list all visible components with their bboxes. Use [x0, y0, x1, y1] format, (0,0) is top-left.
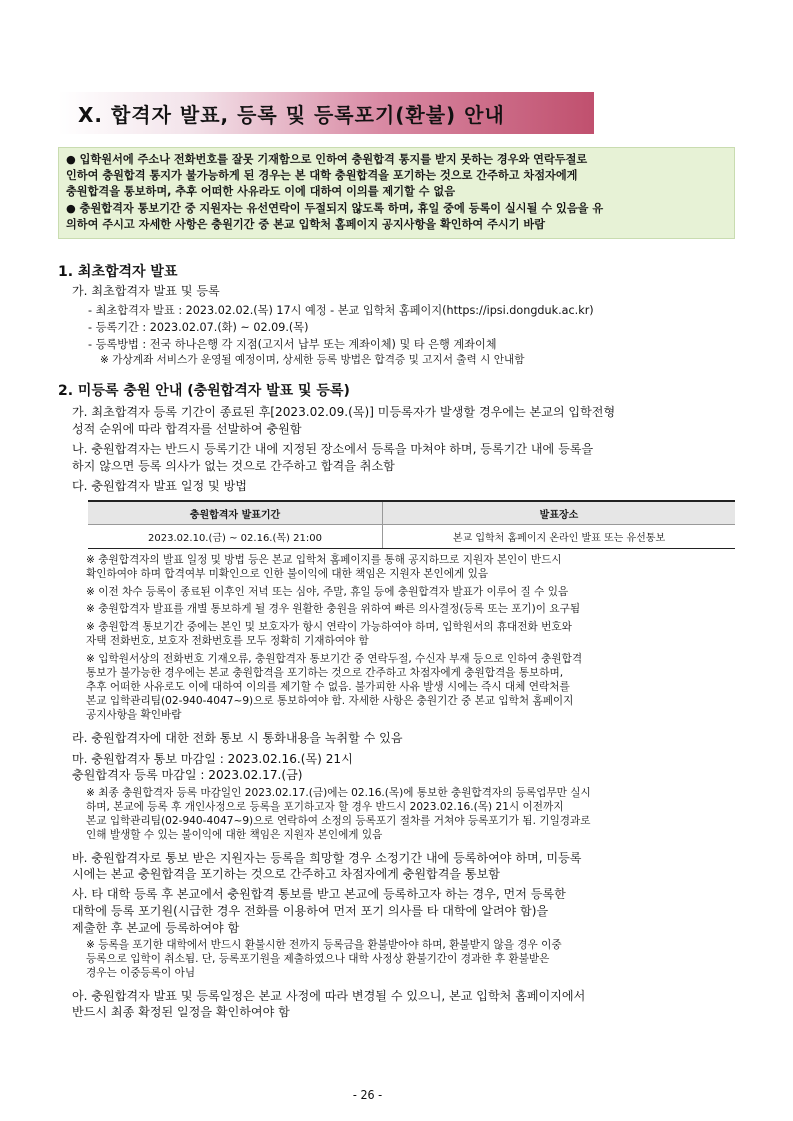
- page-title: Ⅹ. 합격자 발표, 등록 및 등록포기(환불) 안내: [78, 103, 505, 127]
- text-line: 가. 최초합격자 등록 기간이 종료된 후[2023.02.09.(목)] 미등록자가 발생할 경우에는 본교의 입학전형: [72, 405, 616, 419]
- note-line: ※ 최종 충원합격자 등록 마감일인 2023.02.17.(금)에는 02.16.(목)에 통보한 충원합격자의 등록업무만 실시: [86, 787, 591, 799]
- table-header: 충원합격자 발표기간: [88, 501, 383, 525]
- text-line: 마. 충원합격자 통보 마감일 : 2023.02.16.(목) 21시: [72, 752, 353, 766]
- text-line: - 등록방법 : 전국 하나은행 각 지점(고지서 납부 또는 계좌이체) 및 타 은행 계좌이체: [88, 338, 497, 351]
- note-line: 통보가 불가능한 경우에는 본교 충원합격을 포기하는 것으로 간주하고 차점자에게 충원합격을 통보하며,: [86, 667, 564, 679]
- page-number: - 26 -: [352, 1088, 383, 1102]
- table-cell: 2023.02.10.(금) ~ 02.16.(목) 21:00: [88, 525, 383, 549]
- note-line: ※ 충원합격자 발표를 개별 통보하게 될 경우 원활한 충원을 위하여 빠른 의사결정(등록 또는 포기)이 요구됨: [86, 603, 581, 615]
- text-line: 아. 충원합격자 발표 및 등록일정은 본교 사정에 따라 변경될 수 있으니, 본교 입학처 홈페이지에서: [72, 989, 586, 1003]
- text-line: 라. 충원합격자에 대한 전화 통보 시 통화내용을 녹취할 수 있음: [72, 731, 403, 745]
- notice-line: ● 충원합격자 통보기간 중 지원자는 유선연락이 두절되지 않도록 하며, 휴일 중에 등록이 실시될 수 있음을 유: [66, 202, 604, 215]
- text-line: 하지 않으면 등록 의사가 없는 것으로 간주하고 합격을 취소함: [72, 459, 395, 473]
- text-line: 성적 순위에 따라 합격자를 선발하여 충원함: [72, 422, 302, 436]
- schedule-table: [88, 500, 735, 549]
- text-line: 나. 충원합격자는 반드시 등록기간 내에 지정된 장소에서 등록을 마쳐야 하며, 등록기간 내에 등록을: [72, 442, 594, 456]
- table-row: [88, 525, 735, 549]
- notice-line: 인하여 충원합격 통지가 불가능하게 된 경우는 본 대학 충원합격을 포기하는 것으로 간주하고 차점자에게: [66, 169, 578, 182]
- text-line: 충원합격자 등록 마감일 : 2023.02.17.(금): [72, 768, 303, 782]
- note-line: 확인하여야 하며 합격여부 미확인으로 인한 불이익에 대한 책임은 지원자 본인에게 있음: [86, 568, 489, 580]
- text-line: 반드시 최종 확정된 일정을 확인하여야 함: [72, 1005, 290, 1019]
- text-line: 사. 타 대학 등록 후 본교에서 충원합격 통보를 받고 본교에 등록하고자 하는 경우, 먼저 등록한: [72, 887, 566, 901]
- note-line: ※ 등록을 포기한 대학에서 반드시 환불시한 전까지 등록금을 환불받아야 하며, 환불받지 않을 경우 이중: [86, 939, 562, 951]
- text-line: 대학에 등록 포기원(시급한 경우 전화를 이용하여 먼저 포기 의사를 타 대학에 알려야 함)을: [72, 904, 549, 918]
- note-line: 등록으로 입학이 취소됨. 단, 등록포기원을 제출하였으나 대학 사정상 환불기간이 경과한 후 환불받은: [86, 953, 550, 965]
- table-cell: 본교 입학처 홈페이지 온라인 발표 또는 유선통보: [383, 525, 736, 549]
- note-line: 추후 어떠한 사유로도 이에 대하여 이의를 제기할 수 없음. 불가피한 사유 발생 시에는 즉시 대체 연락처를: [86, 681, 570, 693]
- note-line: 공지사항을 확인바람: [86, 709, 182, 721]
- note-line: 본교 입학관리팀(02-940-4047~9)으로 연락하여 소정의 등록포기 절차를 거쳐야 등록포기가 됨. 기일경과로: [86, 815, 591, 827]
- subsection-heading: 가. 최초합격자 발표 및 등록: [72, 284, 220, 298]
- text-line: - 등록기간 : 2023.02.07.(화) ~ 02.09.(목): [88, 321, 309, 334]
- text-line: - 최초합격자 발표 : 2023.02.02.(목) 17시 예정 - 본교 입학처 홈페이지(https://ipsi.dongduk.ac.kr): [88, 304, 594, 317]
- subsection-heading: 다. 충원합격자 발표 일정 및 방법: [72, 479, 247, 493]
- notice-line: ● 입학원서에 주소나 전화번호를 잘못 기재함으로 인하여 충원합격 통지를 받지 못하는 경우와 연락두절로: [66, 153, 588, 166]
- note-line: 본교 입학관리팀(02-940-4047~9)으로 통보하여야 함. 자세한 사항은 충원기간 중 본교 입학처 홈페이지: [86, 695, 574, 707]
- table-header: 발표장소: [383, 501, 736, 525]
- section-heading: 2. 미등록 충원 안내 (충원합격자 발표 및 등록): [58, 383, 350, 399]
- note-line: 자택 전화번호, 보호자 전화번호를 모두 정확히 기재하여야 함: [86, 635, 369, 647]
- table-header-row: [88, 501, 735, 525]
- note-line: 인해 발생할 수 있는 불이익에 대한 책임은 지원자 본인에게 있음: [86, 829, 383, 841]
- note-line: 하며, 본교에 등록 후 개인사정으로 등록을 포기하고자 할 경우 반드시 2023.02.16.(목) 21시 이전까지: [86, 801, 564, 813]
- text-line: 바. 충원합격자로 통보 받은 지원자는 등록을 희망할 경우 소정기간 내에 등록하여야 하며, 미등록: [72, 851, 582, 865]
- note-line: ※ 이전 차수 등록이 종료된 이후인 저녁 또는 심야, 주말, 휴일 등에 충원합격자 발표가 이루어 질 수 있음: [86, 586, 569, 598]
- text-line: 제출한 후 본교에 등록하여야 함: [72, 921, 240, 935]
- notice-line: 충원합격을 통보하며, 추후 어떠한 사유라도 이에 대하여 이의를 제기할 수 없음: [66, 185, 456, 198]
- note-line: ※ 충원합격자의 발표 일정 및 방법 등은 본교 입학처 홈페이지를 통해 공지하므로 지원자 본인이 반드시: [86, 554, 562, 566]
- notice-line: 의하여 주시고 자세한 사항은 충원기간 중 본교 입학처 홈페이지 공지사항을 확인하여 주시기 바람: [66, 218, 546, 231]
- note-line: ※ 충원합격 통보기간 중에는 본인 및 보호자가 항시 연락이 가능하여야 하며, 입학원서의 휴대전화 번호와: [86, 621, 572, 633]
- note-line: ※ 입학원서상의 전화번호 기재오류, 충원합격자 통보기간 중 연락두절, 수신자 부재 등으로 인하여 충원합격: [86, 653, 583, 665]
- note-line: 경우는 이중등록이 아님: [86, 967, 196, 979]
- text-line: 시에는 본교 충원합격을 포기하는 것으로 간주하고 차점자에게 충원합격을 통보함: [72, 867, 500, 881]
- note-line: ※ 가상계좌 서비스가 운영될 예정이며, 상세한 등록 방법은 합격증 및 고지서 출력 시 안내함: [100, 354, 525, 366]
- section-heading: 1. 최초합격자 발표: [58, 264, 178, 280]
